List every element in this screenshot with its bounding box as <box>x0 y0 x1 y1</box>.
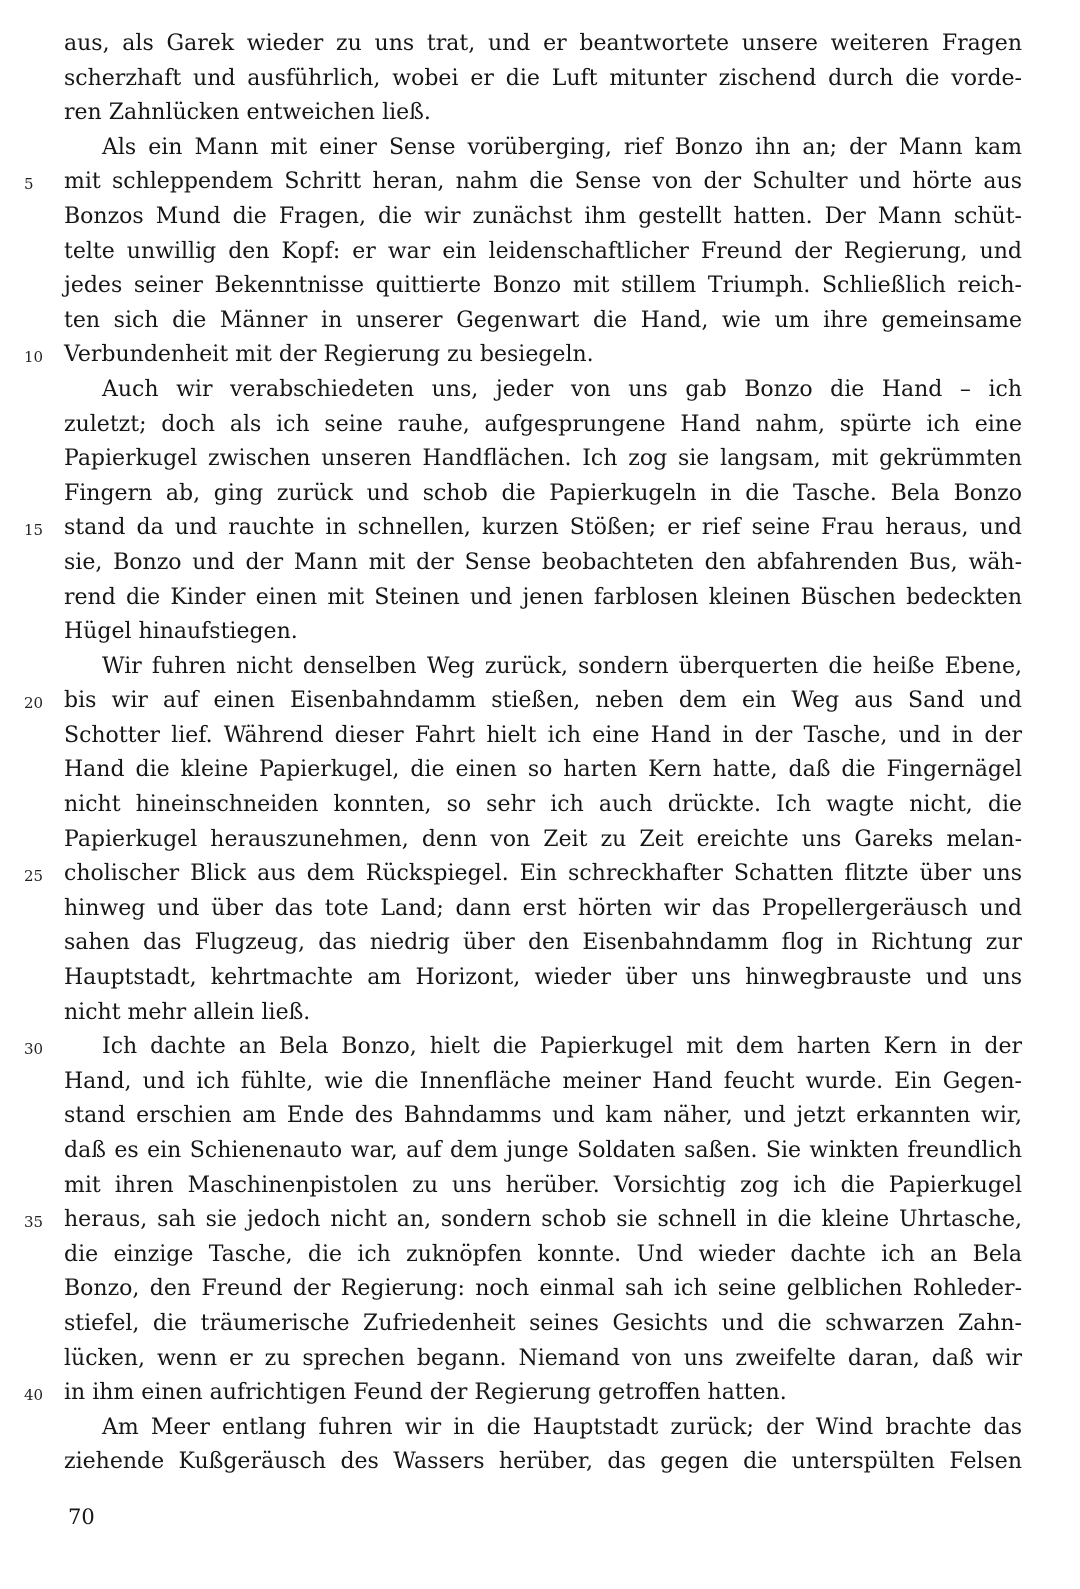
line-text: Am Meer entlang fuhren wir in die Hauptstadt zurück; der Wind brachte das <box>102 1414 1022 1440</box>
line-number: 15 <box>24 521 44 540</box>
text-line <box>64 235 1022 270</box>
text-line <box>64 823 1022 858</box>
line-text: lücken, wenn er zu sprechen begann. Niemand von uns zweifelte daran, daß wir <box>64 1345 1022 1371</box>
line-text: sahen das Flugzeug, das niedrig über den Eisenbahndamm flog in Richtung zur <box>64 930 1022 956</box>
text-line <box>64 719 1022 754</box>
text-line <box>64 581 1022 616</box>
line-text: Bonzo, den Freund der Regierung: noch einmal sah ich seine gelblichen Rohleder- <box>64 1276 1022 1302</box>
text-line <box>64 1411 1022 1446</box>
line-number: 20 <box>24 694 44 713</box>
text-line <box>64 926 1022 961</box>
text-line <box>64 1342 1022 1377</box>
text-line <box>64 1238 1022 1273</box>
line-number: 40 <box>24 1386 44 1405</box>
text-line <box>64 269 1022 304</box>
line-text: Hand die kleine Papierkugel, die einen so harten Kern hatte, daß die Fingernägel <box>64 757 1022 783</box>
text-line <box>64 1272 1022 1307</box>
text-line <box>24 1376 1022 1411</box>
line-text: mit ihren Maschinenpistolen zu uns herüber. Vorsichtig zog ich die Papierkugel <box>64 1172 1022 1198</box>
line-text: nicht mehr allein ließ. <box>64 999 311 1025</box>
line-text: Als ein Mann mit einer Sense vorüberging, rief Bonzo ihn an; der Mann kam <box>102 134 1022 160</box>
line-text: heraus, sah sie jedoch nicht an, sondern schob sie schnell in die kleine Uhrtasche, <box>64 1207 1022 1233</box>
line-text: Schotter lief. Während dieser Fahrt hielt ich eine Hand in der Tasche, und in der <box>64 722 1022 748</box>
line-text: rend die Kinder einen mit Steinen und jenen farblosen kleinen Büschen bedeckten <box>64 584 1022 610</box>
line-text: mit schleppendem Schritt heran, nahm die Sense von der Schulter und hörte aus <box>64 169 1022 195</box>
text-line <box>64 27 1022 62</box>
line-number: 10 <box>24 348 44 367</box>
line-text: daß es ein Schienenauto war, auf dem junge Soldaten saßen. Sie winkten freundlich <box>64 1138 1022 1163</box>
text-line <box>64 615 1022 650</box>
line-text: Hand, und ich fühlte, wie die Innenfläche meiner Hand feucht wurde. Ein Gegen- <box>64 1068 1022 1094</box>
line-text: cholischer Blick aus dem Rückspiegel. Ein schreckhafter Schatten flitzte über uns <box>64 861 1022 887</box>
line-text: Bonzos Mund die Fragen, die wir zunächst ihm gestellt hatten. Der Mann schüt- <box>64 203 1022 229</box>
line-text: Auch wir verabschiedeten uns, jeder von uns gab Bonzo die Hand – ich <box>102 376 1022 402</box>
text-line <box>64 1134 1022 1169</box>
text-line <box>64 996 1022 1031</box>
line-text: telte unwillig den Kopf: er war ein leidenschaftlicher Freund der Regierung, und <box>64 238 1022 264</box>
line-text: stand da und rauchte in schnellen, kurzen Stößen; er rief seine Frau heraus, und <box>64 515 1022 541</box>
text-line <box>64 200 1022 235</box>
line-text: Hügel hinaufstiegen. <box>64 619 298 645</box>
line-text: stand erschien am Ende des Bahndamms und kam näher, und jetzt erkannten wir, <box>64 1103 1022 1129</box>
text-line <box>24 684 1022 719</box>
line-text: in ihm einen aufrichtigen Feund der Regierung getroffen hatten. <box>64 1380 787 1406</box>
line-text: ten sich die Männer in unserer Gegenwart die Hand, wie um ihre gemeinsame <box>64 307 1022 333</box>
line-text: Ich dachte an Bela Bonzo, hielt die Papierkugel mit dem harten Kern in der <box>102 1034 1022 1060</box>
text-line <box>64 96 1022 131</box>
line-text: Fingern ab, ging zurück und schob die Papierkugeln in die Tasche. Bela Bonzo <box>64 480 1022 506</box>
page-number: 70 <box>68 1505 95 1529</box>
text-line <box>64 373 1022 408</box>
text-line <box>24 1203 1022 1238</box>
line-text: Papierkugel herauszunehmen, denn von Zeit zu Zeit ereichte uns Gareks melan- <box>64 826 1022 852</box>
line-text: ren Zahnlücken entweichen ließ. <box>64 100 431 126</box>
line-text: Papierkugel zwischen unseren Handflächen. Ich zog sie langsam, mit gekrümmten <box>64 446 1022 472</box>
text-line <box>64 131 1022 166</box>
body-text <box>24 27 1022 1480</box>
line-text: jedes seiner Bekenntnisse quittierte Bonzo mit stillem Triumph. Schließlich reich- <box>64 273 1022 299</box>
line-text: sie, Bonzo und der Mann mit der Sense beobachteten den abfahrenden Bus, wäh- <box>64 549 1022 575</box>
text-line <box>64 1307 1022 1342</box>
text-line <box>64 753 1022 788</box>
text-line <box>24 165 1022 200</box>
line-text: Hauptstadt, kehrtmachte am Horizont, wieder über uns hinwegbrauste und uns <box>64 965 1022 991</box>
text-line <box>64 650 1022 685</box>
text-line <box>64 1445 1022 1480</box>
line-text: hinweg und über das tote Land; dann erst hörten wir das Propellergeräusch und <box>64 895 1022 921</box>
text-line <box>64 546 1022 581</box>
line-number: 35 <box>24 1213 44 1232</box>
text-line <box>24 857 1022 892</box>
line-number: 25 <box>24 867 44 886</box>
line-text: ziehende Kußgeräusch des Wassers herüber, das gegen die unterspülten Felsen <box>64 1449 1022 1475</box>
line-text: Verbundenheit mit der Regierung zu besiegeln. <box>64 342 594 368</box>
text-line <box>64 1169 1022 1204</box>
line-text: bis wir auf einen Eisenbahndamm stießen, neben dem ein Weg aus Sand und <box>64 688 1022 714</box>
line-text: zuletzt; doch als ich seine rauhe, aufgesprungene Hand nahm, spürte ich eine <box>64 411 1022 437</box>
text-line <box>64 892 1022 927</box>
text-line <box>64 408 1022 443</box>
text-line <box>64 442 1022 477</box>
text-line <box>64 961 1022 996</box>
line-text: stiefel, die träumerische Zufriedenheit seines Gesichts und die schwarzen Zahn- <box>64 1310 1022 1336</box>
text-line <box>64 1065 1022 1100</box>
text-line <box>24 1030 1022 1065</box>
line-text: nicht hineinschneiden konnten, so sehr ich auch drückte. Ich wagte nicht, die <box>64 792 1022 818</box>
text-line <box>64 788 1022 823</box>
text-line <box>64 304 1022 339</box>
text-line <box>24 511 1022 546</box>
line-text: aus, als Garek wieder zu uns trat, und er beantwortete unsere weiteren Fragen <box>64 31 1022 56</box>
text-line <box>64 477 1022 512</box>
line-text: die einzige Tasche, die ich zuknöpfen konnte. Und wieder dachte ich an Bela <box>64 1241 1022 1267</box>
text-line <box>64 62 1022 97</box>
text-line <box>24 338 1022 373</box>
line-text: scherzhaft und ausführlich, wobei er die Luft mitunter zischend durch die vorde- <box>64 65 1022 91</box>
text-line <box>64 1099 1022 1134</box>
line-text: Wir fuhren nicht denselben Weg zurück, sondern überquerten die heiße Ebene, <box>102 653 1022 679</box>
line-number: 30 <box>24 1040 44 1059</box>
line-number: 5 <box>24 175 34 194</box>
